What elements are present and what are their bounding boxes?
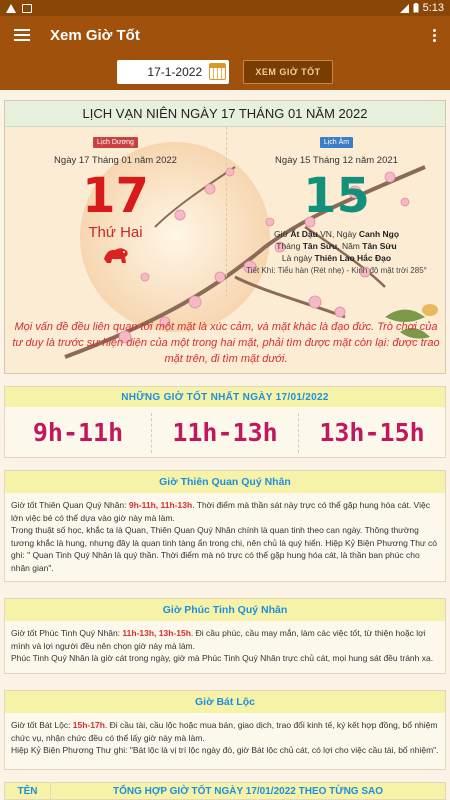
card-body: Giờ tốt Phúc Tinh Quý Nhân: 11h-13h, 13h-15h. Đi cầu phúc, cầu may mắn, làm các việc tốt, từ thiện hoặc lợi mình và lợi người đều nên chọn giờ này mà làm. Phúc Tinh Quý Nhân là giờ cát trong ngày, giờ mà Phúc Tinh Quý Nhân trực chủ cát, mọi hung sát đều tránh xa. (11, 628, 434, 663)
calendar-icon[interactable] (209, 63, 226, 80)
view-good-hours-button[interactable]: XEM GIỜ TỐT (243, 60, 332, 84)
calendar-card (4, 100, 446, 374)
card-title: Giờ Thiên Quan Quý Nhân (5, 471, 445, 493)
tiger-zodiac-icon (101, 243, 131, 265)
card-title: Giờ Phúc Tinh Quý Nhân (5, 599, 445, 621)
column-name-header: TÊN (5, 783, 51, 799)
weekday: Thứ Hai (88, 224, 143, 241)
app-title: Xem Giờ Tốt (50, 26, 140, 44)
summary-table-header (4, 782, 446, 800)
app-bar (0, 16, 450, 54)
solar-date-text: Ngày 17 Tháng 01 năm 2022 (54, 155, 177, 166)
bat-loc-card (4, 690, 446, 770)
solar-day-number: 17 (82, 168, 149, 224)
solar-calendar-badge: Lịch Dương (93, 137, 138, 148)
best-hours-title: NHỮNG GIỜ TỐT NHẤT NGÀY 17/01/2022 (5, 387, 445, 407)
warning-icon (6, 4, 16, 13)
status-time: 5:13 (422, 2, 444, 14)
image-icon (22, 4, 32, 13)
solar-term: Tiết Khí: Tiểu hàn (Rét nhẹ) - Kinh độ mặt trời 285° (246, 266, 427, 275)
best-hour-item: 11h-13h (152, 413, 299, 453)
best-hours-row (5, 407, 445, 459)
lunar-calendar-badge: Lịch Âm (320, 137, 353, 148)
lunar-can-chi-info (226, 228, 446, 264)
can-chi-hour-day: Giờ Ất Dậu VN, Ngày Canh Ngọ (273, 229, 400, 239)
best-hours-card (4, 386, 446, 458)
date-value: 17-1-2022 (147, 65, 203, 79)
thien-quan-card (4, 470, 446, 582)
lunar-day-number: 15 (303, 168, 370, 224)
daily-quote: Mọi vấn đề đều liên quan tới một mặt là xúc cảm, và mặt khác là đạo đức. Trò chơi của tư duy là trước sự hiện diện của một trong hai mặt, phải tìm được mặt còn lại: được trao mặt trên, đi tìm mặt dưới. (12, 321, 440, 365)
more-options-icon[interactable] (433, 29, 436, 42)
date-picker-bar (0, 54, 450, 90)
wifi-icon (400, 4, 409, 13)
solar-date-column (5, 131, 226, 270)
phuc-tinh-card (4, 598, 446, 674)
lunar-date-text: Ngày 15 Tháng 12 năm 2021 (275, 155, 398, 166)
best-hour-item: 13h-15h (319, 418, 425, 447)
status-bar (0, 0, 450, 16)
can-chi-month-year: Tháng Tân Sửu, Năm Tân Sửu (276, 241, 397, 251)
calendar-card-title: LỊCH VẠN NIÊN NGÀY 17 THÁNG 01 NĂM 2022 (5, 101, 445, 127)
best-hour-item: 9h-11h (5, 413, 152, 453)
card-body: Giờ tốt Bát Lộc: 15h-17h. Đi cầu tài, cầu lộc hoặc mua bán, giao dịch, trao đổi kinh tế, ký kết hợp đồng, bổ nhiệm chức vụ, nhận chức đều có thể lấy giờ này mà làm. Hiệp Kỷ Biện Phương Thư ghi: "Bát lộc là vị trí lộc ngày đó, giờ Bát lộc chủ cát, có lợi cho việc cầu tài, bổ nhiệm". (11, 720, 439, 755)
card-body: Giờ tốt Thiên Quan Quý Nhân: 9h-11h, 11h-13h. Thời điểm mà thần sát này trực có thể gặp hung hóa cát. Việc lớn việc bé có thể dựa vào giờ này mà làm. Trong thuật số học, khắc ta là Quan, Thiên Quan Quý Nhân chính là quan tinh theo can ngày. Thông thường tương khắc là hung, nhưng đây là quan tinh tàng ẩn trong chi, nên chủ là quý hiển. Hiệp Kỷ Biện Phương Thư có ghi: " Quan Tinh Quý Nhân là quý thần. Thời điểm mà nó trực có thể gặp hung hóa cát, là thần ban phúc cho nhân gian". (11, 500, 437, 573)
date-input[interactable] (117, 60, 229, 84)
card-title: Giờ Bát Lộc (5, 691, 445, 713)
lunar-date-column (226, 131, 446, 275)
summary-table-title: TỔNG HỢP GIỜ TỐT NGÀY 17/01/2022 THEO TỪNG SAO (112, 785, 384, 797)
hamburger-menu-icon[interactable] (14, 29, 30, 41)
day-type: Là ngày Thiên Lao Hắc Đạo (281, 253, 392, 263)
battery-icon (413, 3, 419, 13)
